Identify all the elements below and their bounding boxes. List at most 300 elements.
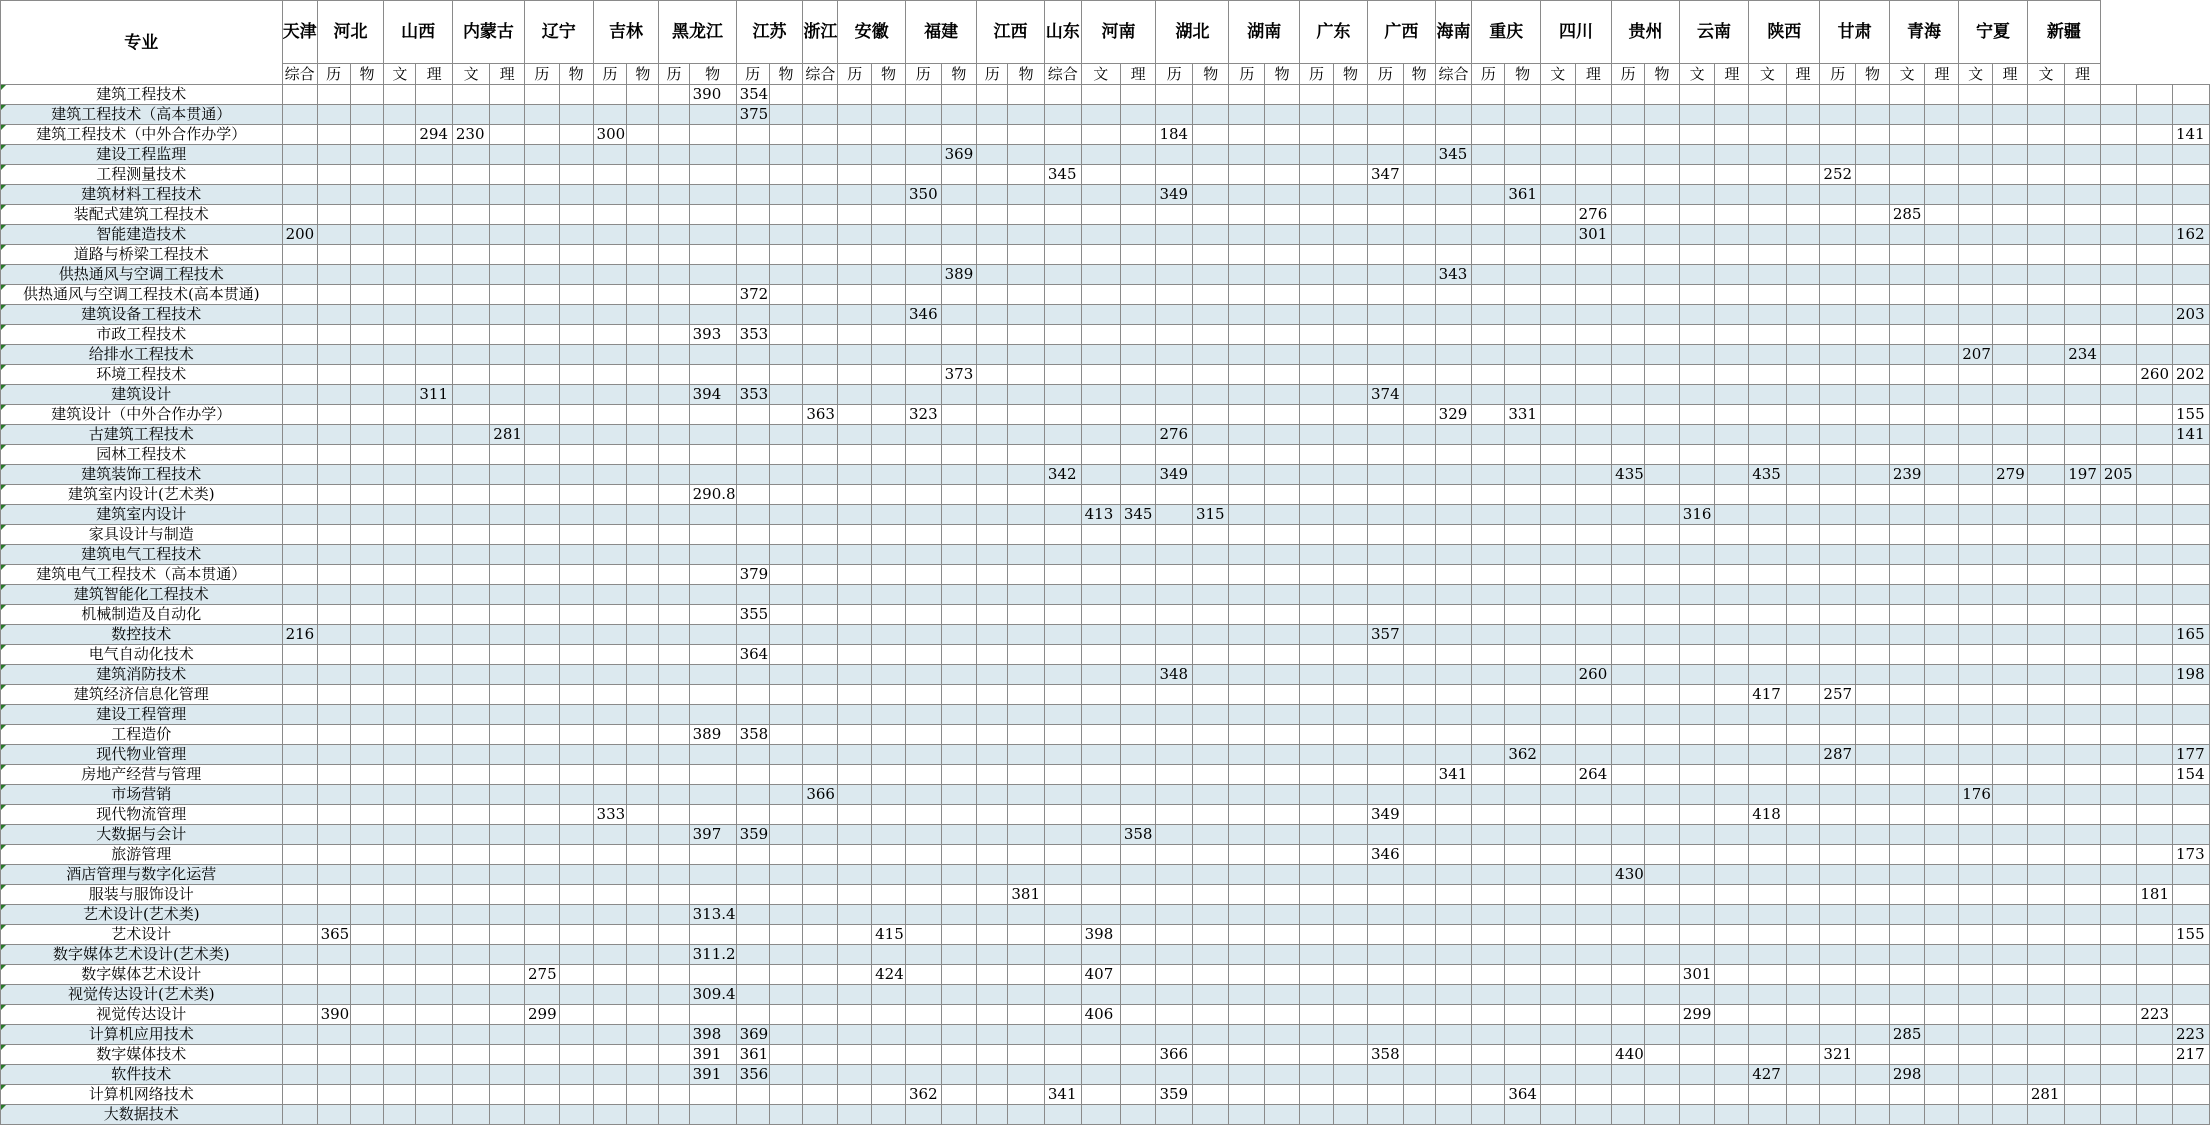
score-cell[interactable] bbox=[1229, 385, 1265, 405]
score-cell[interactable] bbox=[838, 825, 872, 845]
score-cell[interactable] bbox=[2173, 985, 2210, 1005]
score-cell[interactable] bbox=[1265, 745, 1300, 765]
score-cell[interactable] bbox=[1715, 805, 1749, 825]
score-cell[interactable] bbox=[1192, 365, 1229, 385]
score-cell[interactable] bbox=[2065, 685, 2101, 705]
score-cell[interactable] bbox=[1612, 565, 1645, 585]
score-cell[interactable] bbox=[525, 345, 560, 365]
score-cell[interactable] bbox=[1505, 725, 1541, 745]
score-cell[interactable] bbox=[2173, 805, 2210, 825]
major-cell[interactable]: 环境工程技术 bbox=[1, 365, 283, 385]
score-cell[interactable] bbox=[1120, 425, 1156, 445]
score-cell[interactable] bbox=[593, 105, 627, 125]
score-cell[interactable] bbox=[872, 645, 906, 665]
score-cell[interactable] bbox=[559, 565, 593, 585]
score-cell[interactable] bbox=[350, 165, 384, 185]
score-cell[interactable] bbox=[490, 865, 525, 885]
score-cell[interactable] bbox=[490, 505, 525, 525]
score-cell[interactable] bbox=[1993, 965, 2028, 985]
score-cell[interactable] bbox=[1044, 405, 1081, 425]
major-cell[interactable]: 工程造价 bbox=[1, 725, 283, 745]
score-cell[interactable] bbox=[769, 785, 803, 805]
score-cell[interactable] bbox=[1044, 545, 1081, 565]
score-cell[interactable] bbox=[977, 285, 1008, 305]
score-cell[interactable] bbox=[627, 145, 659, 165]
score-cell[interactable] bbox=[525, 865, 560, 885]
score-cell[interactable]: 279 bbox=[1993, 465, 2028, 485]
score-cell[interactable] bbox=[2027, 365, 2064, 385]
score-cell[interactable] bbox=[1120, 765, 1156, 785]
score-cell[interactable] bbox=[1265, 445, 1300, 465]
score-cell[interactable] bbox=[1959, 765, 1993, 785]
score-cell[interactable] bbox=[1612, 745, 1645, 765]
score-cell[interactable] bbox=[1192, 925, 1229, 945]
score-cell[interactable] bbox=[384, 105, 416, 125]
score-cell[interactable] bbox=[1081, 905, 1120, 925]
score-cell[interactable] bbox=[452, 425, 489, 445]
score-cell[interactable] bbox=[559, 445, 593, 465]
score-cell[interactable] bbox=[1192, 285, 1229, 305]
score-cell[interactable]: 346 bbox=[1368, 845, 1404, 865]
score-cell[interactable] bbox=[1679, 825, 1715, 845]
score-cell[interactable] bbox=[1081, 785, 1120, 805]
score-cell[interactable] bbox=[1156, 1005, 1193, 1025]
score-cell[interactable] bbox=[1645, 705, 1680, 725]
score-cell[interactable] bbox=[1925, 625, 1959, 645]
score-cell[interactable] bbox=[1334, 765, 1368, 785]
score-cell[interactable] bbox=[1081, 525, 1120, 545]
subject-header[interactable]: 历 bbox=[977, 64, 1008, 85]
score-cell[interactable] bbox=[2173, 585, 2210, 605]
score-cell[interactable] bbox=[872, 625, 906, 645]
score-cell[interactable] bbox=[490, 845, 525, 865]
score-cell[interactable] bbox=[525, 245, 560, 265]
score-cell[interactable] bbox=[1856, 785, 1890, 805]
score-cell[interactable] bbox=[1959, 1085, 1993, 1105]
score-cell[interactable]: 345 bbox=[1044, 165, 1081, 185]
score-cell[interactable] bbox=[350, 625, 384, 645]
score-cell[interactable] bbox=[1120, 145, 1156, 165]
score-cell[interactable] bbox=[1679, 665, 1715, 685]
score-cell[interactable] bbox=[1435, 705, 1472, 725]
score-cell[interactable]: 353 bbox=[736, 325, 769, 345]
score-cell[interactable] bbox=[2065, 845, 2101, 865]
score-cell[interactable] bbox=[1265, 1105, 1300, 1125]
score-cell[interactable] bbox=[1120, 925, 1156, 945]
province-header[interactable]: 江西 bbox=[977, 1, 1045, 64]
score-cell[interactable] bbox=[1786, 545, 1820, 565]
score-cell[interactable] bbox=[1120, 125, 1156, 145]
score-cell[interactable] bbox=[1856, 1045, 1890, 1065]
score-cell[interactable] bbox=[1229, 1085, 1265, 1105]
score-cell[interactable] bbox=[282, 685, 317, 705]
score-cell[interactable] bbox=[1959, 725, 1993, 745]
score-cell[interactable] bbox=[350, 785, 384, 805]
score-cell[interactable] bbox=[1993, 785, 2028, 805]
score-cell[interactable] bbox=[1334, 825, 1368, 845]
score-cell[interactable] bbox=[1786, 185, 1820, 205]
score-cell[interactable] bbox=[416, 1045, 453, 1065]
score-cell[interactable] bbox=[384, 345, 416, 365]
score-cell[interactable] bbox=[282, 365, 317, 385]
score-cell[interactable] bbox=[838, 345, 872, 365]
score-cell[interactable] bbox=[1715, 445, 1749, 465]
score-cell[interactable] bbox=[1540, 1105, 1575, 1125]
score-cell[interactable] bbox=[350, 405, 384, 425]
score-cell[interactable] bbox=[1786, 745, 1820, 765]
score-cell[interactable] bbox=[941, 485, 977, 505]
score-cell[interactable] bbox=[1820, 865, 1856, 885]
score-cell[interactable] bbox=[2100, 965, 2137, 985]
score-cell[interactable] bbox=[1368, 1005, 1404, 1025]
score-cell[interactable] bbox=[905, 845, 941, 865]
score-cell[interactable] bbox=[627, 805, 659, 825]
score-cell[interactable] bbox=[384, 245, 416, 265]
score-cell[interactable] bbox=[384, 665, 416, 685]
score-cell[interactable] bbox=[1505, 645, 1541, 665]
score-cell[interactable] bbox=[525, 805, 560, 825]
score-cell[interactable] bbox=[384, 365, 416, 385]
score-cell[interactable]: 359 bbox=[736, 825, 769, 845]
score-cell[interactable] bbox=[350, 645, 384, 665]
score-cell[interactable] bbox=[1044, 445, 1081, 465]
score-cell[interactable] bbox=[838, 925, 872, 945]
score-cell[interactable] bbox=[1368, 985, 1404, 1005]
score-cell[interactable] bbox=[1645, 525, 1680, 545]
score-cell[interactable] bbox=[1612, 685, 1645, 705]
score-cell[interactable] bbox=[2100, 525, 2137, 545]
score-cell[interactable] bbox=[1368, 545, 1404, 565]
score-cell[interactable] bbox=[769, 945, 803, 965]
score-cell[interactable] bbox=[977, 1065, 1008, 1085]
score-cell[interactable]: 207 bbox=[1959, 345, 1993, 365]
score-cell[interactable] bbox=[736, 665, 769, 685]
score-cell[interactable] bbox=[2027, 385, 2064, 405]
score-cell[interactable] bbox=[1472, 625, 1505, 645]
score-cell[interactable] bbox=[1715, 1045, 1749, 1065]
score-cell[interactable] bbox=[452, 885, 489, 905]
score-cell[interactable] bbox=[1540, 485, 1575, 505]
score-cell[interactable] bbox=[452, 225, 489, 245]
score-cell[interactable] bbox=[1229, 485, 1265, 505]
score-cell[interactable] bbox=[803, 765, 838, 785]
score-cell[interactable] bbox=[384, 265, 416, 285]
score-cell[interactable] bbox=[1368, 665, 1404, 685]
score-cell[interactable] bbox=[1993, 125, 2028, 145]
score-cell[interactable] bbox=[1081, 185, 1120, 205]
score-cell[interactable] bbox=[1925, 265, 1959, 285]
score-cell[interactable] bbox=[559, 845, 593, 865]
score-cell[interactable] bbox=[1959, 1065, 1993, 1085]
score-cell[interactable]: 357 bbox=[1368, 625, 1404, 645]
score-cell[interactable] bbox=[1300, 345, 1334, 365]
score-cell[interactable] bbox=[977, 365, 1008, 385]
score-cell[interactable] bbox=[1575, 445, 1612, 465]
score-cell[interactable] bbox=[941, 245, 977, 265]
score-cell[interactable] bbox=[769, 565, 803, 585]
score-cell[interactable] bbox=[1749, 205, 1786, 225]
score-cell[interactable]: 343 bbox=[1435, 265, 1472, 285]
score-cell[interactable] bbox=[1120, 1025, 1156, 1045]
score-cell[interactable] bbox=[1229, 325, 1265, 345]
score-cell[interactable] bbox=[1265, 105, 1300, 125]
score-cell[interactable] bbox=[282, 465, 317, 485]
score-cell[interactable] bbox=[977, 265, 1008, 285]
score-cell[interactable] bbox=[1300, 1025, 1334, 1045]
score-cell[interactable] bbox=[1889, 105, 1925, 125]
score-cell[interactable] bbox=[1192, 705, 1229, 725]
score-cell[interactable] bbox=[1612, 105, 1645, 125]
score-cell[interactable] bbox=[1856, 1085, 1890, 1105]
score-cell[interactable] bbox=[1120, 945, 1156, 965]
score-cell[interactable]: 424 bbox=[872, 965, 906, 985]
score-cell[interactable]: 407 bbox=[1081, 965, 1120, 985]
score-cell[interactable] bbox=[1925, 225, 1959, 245]
score-cell[interactable] bbox=[659, 745, 689, 765]
score-cell[interactable] bbox=[1645, 345, 1680, 365]
score-cell[interactable] bbox=[2027, 525, 2064, 545]
score-cell[interactable] bbox=[1229, 965, 1265, 985]
score-cell[interactable] bbox=[769, 585, 803, 605]
score-cell[interactable] bbox=[1300, 1065, 1334, 1085]
major-cell[interactable]: 建设工程监理 bbox=[1, 145, 283, 165]
score-cell[interactable] bbox=[1679, 1085, 1715, 1105]
score-cell[interactable] bbox=[1334, 465, 1368, 485]
score-cell[interactable] bbox=[282, 845, 317, 865]
score-cell[interactable] bbox=[452, 825, 489, 845]
score-cell[interactable] bbox=[2100, 765, 2137, 785]
score-cell[interactable] bbox=[1856, 845, 1890, 865]
score-cell[interactable] bbox=[1540, 265, 1575, 285]
score-cell[interactable] bbox=[1993, 185, 2028, 205]
score-cell[interactable] bbox=[1993, 305, 2028, 325]
score-cell[interactable] bbox=[1368, 905, 1404, 925]
score-cell[interactable] bbox=[905, 145, 941, 165]
score-cell[interactable] bbox=[559, 185, 593, 205]
province-header[interactable]: 黑龙江 bbox=[659, 1, 736, 64]
score-cell[interactable] bbox=[1889, 365, 1925, 385]
score-cell[interactable] bbox=[838, 1105, 872, 1125]
score-cell[interactable] bbox=[1540, 385, 1575, 405]
score-cell[interactable] bbox=[2100, 925, 2137, 945]
score-cell[interactable] bbox=[1265, 1025, 1300, 1045]
score-cell[interactable] bbox=[1334, 205, 1368, 225]
major-cell[interactable]: 建筑装饰工程技术 bbox=[1, 465, 283, 485]
score-cell[interactable] bbox=[282, 165, 317, 185]
score-cell[interactable] bbox=[1856, 205, 1890, 225]
score-cell[interactable] bbox=[559, 1045, 593, 1065]
score-cell[interactable] bbox=[659, 445, 689, 465]
score-cell[interactable]: 313.4 bbox=[689, 905, 736, 925]
score-cell[interactable] bbox=[1334, 565, 1368, 585]
score-cell[interactable] bbox=[1540, 805, 1575, 825]
score-cell[interactable] bbox=[1156, 245, 1193, 265]
score-cell[interactable] bbox=[1472, 505, 1505, 525]
score-cell[interactable] bbox=[941, 1065, 977, 1085]
score-cell[interactable] bbox=[1435, 165, 1472, 185]
score-cell[interactable] bbox=[1229, 445, 1265, 465]
score-cell[interactable] bbox=[1403, 505, 1435, 525]
score-cell[interactable] bbox=[1749, 145, 1786, 165]
score-cell[interactable] bbox=[1715, 705, 1749, 725]
province-header[interactable]: 江苏 bbox=[736, 1, 803, 64]
score-cell[interactable] bbox=[872, 325, 906, 345]
score-cell[interactable] bbox=[1820, 185, 1856, 205]
score-cell[interactable] bbox=[559, 425, 593, 445]
score-cell[interactable] bbox=[1192, 85, 1229, 105]
score-cell[interactable] bbox=[1612, 765, 1645, 785]
score-cell[interactable] bbox=[659, 285, 689, 305]
score-cell[interactable] bbox=[1993, 845, 2028, 865]
score-cell[interactable] bbox=[2137, 1025, 2173, 1045]
score-cell[interactable] bbox=[1540, 985, 1575, 1005]
province-header[interactable]: 内蒙古 bbox=[452, 1, 524, 64]
major-cell[interactable]: 数控技术 bbox=[1, 625, 283, 645]
score-cell[interactable] bbox=[1612, 445, 1645, 465]
score-cell[interactable] bbox=[769, 1045, 803, 1065]
score-cell[interactable] bbox=[1044, 345, 1081, 365]
score-cell[interactable] bbox=[1889, 745, 1925, 765]
score-cell[interactable]: 162 bbox=[2173, 225, 2210, 245]
score-cell[interactable] bbox=[452, 645, 489, 665]
score-cell[interactable] bbox=[1749, 945, 1786, 965]
score-cell[interactable] bbox=[1435, 285, 1472, 305]
score-cell[interactable] bbox=[2065, 405, 2101, 425]
score-cell[interactable] bbox=[905, 825, 941, 845]
score-cell[interactable] bbox=[1679, 625, 1715, 645]
score-cell[interactable] bbox=[1265, 505, 1300, 525]
score-cell[interactable] bbox=[1435, 465, 1472, 485]
score-cell[interactable] bbox=[627, 365, 659, 385]
score-cell[interactable] bbox=[2100, 165, 2137, 185]
score-cell[interactable] bbox=[1749, 645, 1786, 665]
score-cell[interactable] bbox=[941, 645, 977, 665]
score-cell[interactable] bbox=[490, 645, 525, 665]
score-cell[interactable] bbox=[1044, 925, 1081, 945]
score-cell[interactable]: 315 bbox=[1192, 505, 1229, 525]
score-cell[interactable] bbox=[1300, 365, 1334, 385]
score-cell[interactable] bbox=[838, 525, 872, 545]
score-cell[interactable] bbox=[627, 605, 659, 625]
score-cell[interactable] bbox=[1820, 245, 1856, 265]
score-cell[interactable] bbox=[2065, 1105, 2101, 1125]
score-cell[interactable] bbox=[1334, 945, 1368, 965]
score-cell[interactable] bbox=[490, 145, 525, 165]
score-cell[interactable] bbox=[452, 1045, 489, 1065]
subject-header[interactable]: 理 bbox=[1925, 64, 1959, 85]
score-cell[interactable] bbox=[1575, 305, 1612, 325]
score-cell[interactable] bbox=[416, 425, 453, 445]
score-cell[interactable] bbox=[559, 725, 593, 745]
score-cell[interactable]: 345 bbox=[1435, 145, 1472, 165]
score-cell[interactable] bbox=[872, 165, 906, 185]
score-cell[interactable]: 301 bbox=[1575, 225, 1612, 245]
score-cell[interactable] bbox=[736, 805, 769, 825]
score-cell[interactable] bbox=[1368, 465, 1404, 485]
score-cell[interactable] bbox=[1008, 605, 1045, 625]
score-cell[interactable] bbox=[1334, 725, 1368, 745]
score-cell[interactable] bbox=[350, 345, 384, 365]
score-cell[interactable] bbox=[977, 805, 1008, 825]
score-cell[interactable] bbox=[2173, 145, 2210, 165]
score-cell[interactable] bbox=[1505, 485, 1541, 505]
score-cell[interactable] bbox=[1679, 325, 1715, 345]
score-cell[interactable] bbox=[1156, 445, 1193, 465]
score-cell[interactable] bbox=[1749, 345, 1786, 365]
score-cell[interactable] bbox=[2173, 1085, 2210, 1105]
score-cell[interactable] bbox=[659, 765, 689, 785]
score-cell[interactable] bbox=[1044, 645, 1081, 665]
score-cell[interactable] bbox=[1820, 885, 1856, 905]
score-cell[interactable] bbox=[559, 245, 593, 265]
score-cell[interactable] bbox=[1856, 765, 1890, 785]
score-cell[interactable] bbox=[1156, 845, 1193, 865]
score-cell[interactable] bbox=[2065, 485, 2101, 505]
major-cell[interactable]: 道路与桥梁工程技术 bbox=[1, 245, 283, 265]
score-cell[interactable] bbox=[282, 665, 317, 685]
score-cell[interactable] bbox=[1959, 605, 1993, 625]
province-header[interactable]: 吉林 bbox=[593, 1, 659, 64]
score-cell[interactable] bbox=[1505, 945, 1541, 965]
score-cell[interactable] bbox=[384, 205, 416, 225]
score-cell[interactable] bbox=[350, 205, 384, 225]
score-cell[interactable] bbox=[490, 805, 525, 825]
score-cell[interactable] bbox=[282, 645, 317, 665]
score-cell[interactable] bbox=[416, 165, 453, 185]
score-cell[interactable] bbox=[1889, 925, 1925, 945]
score-cell[interactable] bbox=[2100, 665, 2137, 685]
score-cell[interactable] bbox=[769, 925, 803, 945]
score-cell[interactable] bbox=[1192, 165, 1229, 185]
score-cell[interactable] bbox=[2065, 565, 2101, 585]
score-cell[interactable] bbox=[559, 1025, 593, 1045]
score-cell[interactable] bbox=[1403, 165, 1435, 185]
subject-header[interactable]: 文 bbox=[1540, 64, 1575, 85]
score-cell[interactable] bbox=[1334, 865, 1368, 885]
score-cell[interactable] bbox=[1081, 825, 1120, 845]
score-cell[interactable] bbox=[1856, 985, 1890, 1005]
score-cell[interactable] bbox=[1856, 965, 1890, 985]
score-cell[interactable] bbox=[350, 85, 384, 105]
score-cell[interactable] bbox=[838, 465, 872, 485]
score-cell[interactable] bbox=[525, 505, 560, 525]
score-cell[interactable] bbox=[559, 525, 593, 545]
score-cell[interactable] bbox=[452, 305, 489, 325]
score-cell[interactable] bbox=[1156, 485, 1193, 505]
score-cell[interactable] bbox=[803, 185, 838, 205]
score-cell[interactable] bbox=[1993, 1045, 2028, 1065]
score-cell[interactable] bbox=[1435, 825, 1472, 845]
score-cell[interactable] bbox=[872, 865, 906, 885]
score-cell[interactable] bbox=[1786, 765, 1820, 785]
score-cell[interactable] bbox=[1505, 765, 1541, 785]
score-cell[interactable] bbox=[2173, 825, 2210, 845]
score-cell[interactable] bbox=[525, 365, 560, 385]
score-cell[interactable] bbox=[803, 625, 838, 645]
score-cell[interactable] bbox=[941, 705, 977, 725]
score-cell[interactable] bbox=[803, 85, 838, 105]
score-cell[interactable] bbox=[1786, 165, 1820, 185]
score-cell[interactable] bbox=[452, 665, 489, 685]
score-cell[interactable]: 173 bbox=[2173, 845, 2210, 865]
score-cell[interactable] bbox=[416, 925, 453, 945]
score-cell[interactable] bbox=[1820, 985, 1856, 1005]
score-cell[interactable] bbox=[593, 425, 627, 445]
score-cell[interactable] bbox=[1044, 825, 1081, 845]
score-cell[interactable] bbox=[1008, 345, 1045, 365]
score-cell[interactable] bbox=[1156, 385, 1193, 405]
score-cell[interactable] bbox=[2173, 545, 2210, 565]
